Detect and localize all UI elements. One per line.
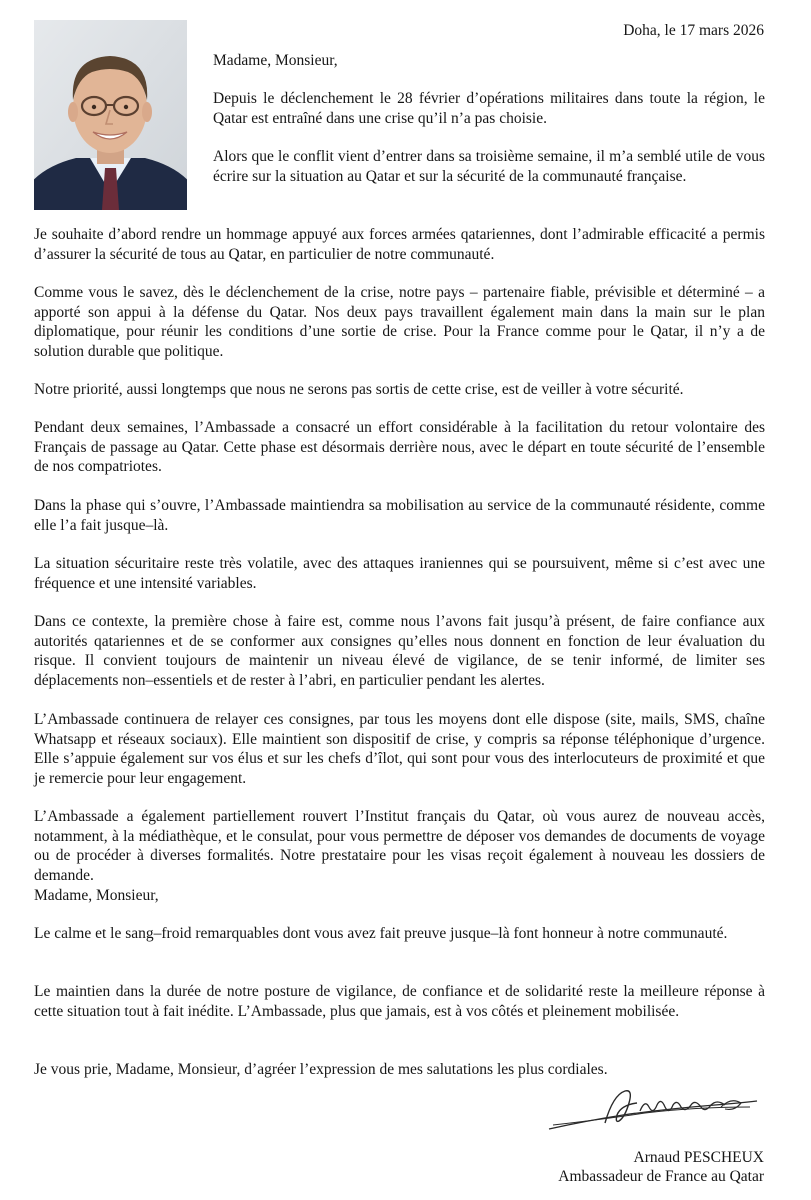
signer-name: Arnaud PESCHEUX	[633, 1149, 764, 1166]
closing-formula: Je vous prie, Madame, Monsieur, d’agréer l’expression de mes salutations les plus cordiales.	[34, 1061, 608, 1078]
ambassador-portrait	[34, 20, 187, 210]
paragraph-3: Je souhaite d’abord rendre un hommage appuyé aux forces armées qatariennes, dont l’admirable efficacité a permis d’assurer la sécurité de tous au Qatar, en particulier de notre communauté.	[34, 226, 765, 263]
paragraph-10: L’Ambassade continuera de relayer ces consignes, par tous les moyens dont elle dispose (site, mails, SMS, chaîne Whatsapp et réseaux sociaux). Elle maintient son dispositif de crise, y compris sa réponse téléphonique d’urgence. Elle s’appuie également sur vos élus et sur les chefs d’îlot, qui sont pour vous des interlocuteurs de proximité et que je remercie pour leur engagement.	[34, 711, 765, 787]
handwritten-signature	[545, 1085, 760, 1137]
salutation: Madame, Monsieur,	[213, 52, 338, 69]
paragraph-13: Le calme et le sang–froid remarquables dont vous avez fait preuve jusque–là font honneur à notre communauté.	[34, 925, 728, 942]
paragraph-2: Alors que le conflit vient d’entrer dans sa troisième semaine, il m’a semblé utile de vous écrire sur la situation au Qatar et sur la sécurité de la communauté française.	[213, 148, 765, 185]
paragraph-5: Notre priorité, aussi longtemps que nous ne serons pas sortis de cette crise, est de veiller à votre sécurité.	[34, 381, 684, 398]
paragraph-7: Dans la phase qui s’ouvre, l’Ambassade maintiendra sa mobilisation au service de la communauté résidente, comme elle l’a fait jusque–là.	[34, 497, 765, 534]
paragraph-11: L’Ambassade a également partiellement rouvert l’Institut français du Qatar, où vous aurez de nouveau accès, notamment, à la médiathèque, et le consulat, pour vous permettre de déposer vos demandes de documents de voyage ou de procéder à diverses formalités. Notre prestataire pour les visas reçoit également à nouveau les dossiers de demande.	[34, 808, 765, 884]
paragraph-1: Depuis le déclenchement le 28 février d’opérations militaires dans toute la région, le Qatar est entraîné dans une crise qu’il n’a pas choisie.	[213, 90, 765, 127]
signer-block	[558, 1148, 764, 1186]
paragraph-4: Comme vous le savez, dès le déclenchement de la crise, notre pays – partenaire fiable, prévisible et déterminé – a apporté son appui à la défense du Qatar. Nos deux pays travaillent également main dans la main sur le plan diplomatique, pour réunir les conditions d’une sortie de crise. Pour la France comme pour le Qatar, il n’y a de solution durable que politique.	[34, 284, 765, 360]
paragraph-9: Dans ce contexte, la première chose à faire est, comme nous l’avons fait jusqu’à présent, de faire confiance aux autorités qatariennes et de se conformer aux consignes qu’elles nous donnent en fonction de leur évaluation du risque. Il convient toujours de maintenir un niveau élevé de vigilance, de se tenir informé, de limiter ses déplacements non–essentiels et de rester à l’abri, en particulier pendant les alertes.	[34, 613, 765, 689]
signer-title: Ambassadeur de France au Qatar	[558, 1168, 764, 1185]
second-salutation: Madame, Monsieur,	[34, 887, 159, 904]
paragraph-14: Le maintien dans la durée de notre posture de vigilance, de confiance et de solidarité reste la meilleure réponse à cette situation tout à fait inédite. L’Ambassade, plus que jamais, est à vos côtés et pleinement mobilisée.	[34, 983, 765, 1020]
paragraph-6: Pendant deux semaines, l’Ambassade a consacré un effort considérable à la facilitation du retour volontaire des Français de passage au Qatar. Cette phase est désormais derrière nous, avec le départ en toute sécurité de l’ensemble de nos compatriotes.	[34, 419, 765, 475]
paragraph-8: La situation sécuritaire reste très volatile, avec des attaques iraniennes qui se poursuivent, même si c’est avec une fréquence et une intensité variables.	[34, 555, 765, 592]
letter-date: Doha, le 17 mars 2026	[623, 22, 764, 39]
